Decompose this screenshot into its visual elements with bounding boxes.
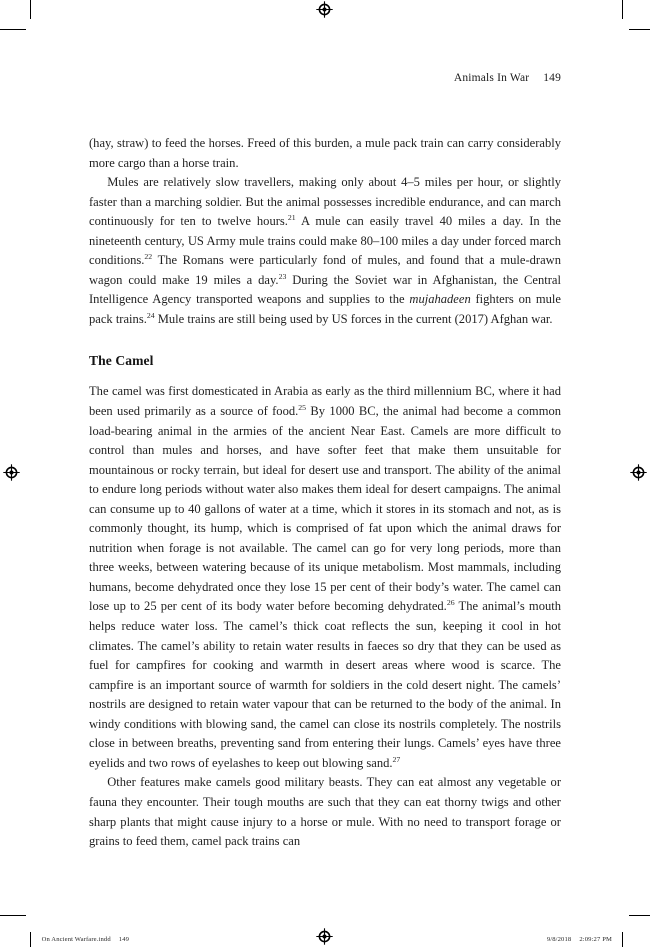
para-camel-domestication: The camel was first domesticated in Arabia as early as the third millennium BC, where it had been used primarily as a source of food.$^{25}$ By 1000 BC, the animal had become a common load-bearing animal in the armies of the ancient Near East. Camels are more difficult to control than mules and horses, and have softer feet that make them unsuitable for mountainous or rocky terrain, but ideal for desert use and transport. The ability of the animal to endure long periods without water also makes them ideal for desert campaigns. The animal can consume up to 40 gallons of water at a time, which it stores in its stomach and not, as is commonly thought, its hump, which is comprised of fat upon which the animal draws for nutrition when forage is not available. The camel can go for very long periods, more than three weeks, between watering because of its unique metabolism. Most mammals, including humans, become dehydrated once they lose 15 per cent of their body’s water. The camel can lose up to 25 per cent of its body water before becoming dehydrated.$^{26}$ The animal’s mouth helps reduce water loss. The camel’s thick coat reflects the sun, keeping it cool in hot climates. The camel’s ability to retain water results in faeces so dry that they can be used as fuel for campfires for cooking and warmth in desert areas where wood is scarce. The campfire is an important source of warmth for soldiers in the cold desert night. The camels’ nostrils are designed to retain water vapour that can be returned to the body of the animal. In windy conditions with blowing sand, the camel can close its nostrils completely. The nostrils close in between breaths, preventing sand from entering their lungs. Camels’ eyes have three eyelids and two rows of eyelashes to keep out blowing sand.$^{27}$ <box>89 384 562 770</box>
crop-mark-top-left-horizontal <box>0 29 26 30</box>
registration-target-icon-top <box>316 1 333 18</box>
slug-timestamp <box>543 929 612 943</box>
page-content <box>89 60 561 852</box>
page-folio-number: 149 <box>543 72 561 84</box>
slug-page-number: 149 <box>118 936 130 943</box>
footnote-marker: 27 <box>392 754 401 764</box>
crop-mark-bottom-left-horizontal <box>0 915 26 916</box>
footnote-marker: 22 <box>144 252 153 262</box>
crop-mark-bottom-left-vertical <box>30 932 31 947</box>
running-head-title: Animals In War <box>453 72 530 84</box>
slug-time: 2:09:27 PM <box>579 936 612 943</box>
body-text-camel <box>89 382 561 851</box>
crop-mark-bottom-right-vertical <box>622 932 623 947</box>
footnote-marker: 25 <box>298 402 307 412</box>
footnote-marker: 26 <box>446 598 455 608</box>
crop-mark-top-right-vertical <box>622 0 623 19</box>
running-head <box>89 60 561 96</box>
slug-date: 9/8/2018 <box>546 936 572 943</box>
crop-mark-top-left-vertical <box>30 0 31 19</box>
section-heading-the-camel: The Camel <box>89 353 154 369</box>
registration-target-icon-bottom <box>316 928 333 945</box>
registration-target-icon-right <box>630 464 647 481</box>
emphasis-text: mujahadeen <box>409 292 471 307</box>
slug-file-name: On Ancient Warfare.indd <box>41 936 111 943</box>
footnote-marker: 23 <box>278 271 287 281</box>
registration-target-icon-left <box>3 464 20 481</box>
para-mule-speed: Mules are relatively slow travellers, making only about 4–5 miles per hour, or slightly faster than a marching soldier. But the animal possesses incredible endurance, and can march continuously for ten to twelve hours.$^{21}$ A mule can easily travel 40 miles a day. In the nineteenth century, US Army mule trains could make 80–100 miles a day under forced march conditions.$^{22}$ The Romans were particularly fond of mules, and found that a mule-drawn wagon could make 19 miles a day.$^{23}$ During the Soviet war in Afghanistan, the Central Intelligence Agency transported weapons and supplies to the mujahadeen fighters on mule pack trains.$^{24}$ Mule trains are still being used by US forces in the current (2017) Afghan war. <box>89 175 562 326</box>
para-camel-features: Other features make camels good military beasts. They can eat almost any vegetable or fauna they encounter. Their tough mouths are such that they can eat thorny twigs and other sharp plants that might cause injury to a horse or mule. With no need to transport forage or grains to feed them, camel pack trains can <box>89 775 561 849</box>
slug-file-info <box>38 929 129 943</box>
crop-mark-top-right-horizontal <box>629 29 650 30</box>
crop-mark-bottom-right-horizontal <box>629 915 650 916</box>
para-mule-cargo: (hay, straw) to feed the horses. Freed of this burden, a mule pack train can carry considerably more cargo than a horse train. <box>89 136 561 170</box>
footnote-marker: 24 <box>146 310 155 320</box>
body-text-top <box>89 134 561 329</box>
footnote-marker: 21 <box>287 213 296 223</box>
